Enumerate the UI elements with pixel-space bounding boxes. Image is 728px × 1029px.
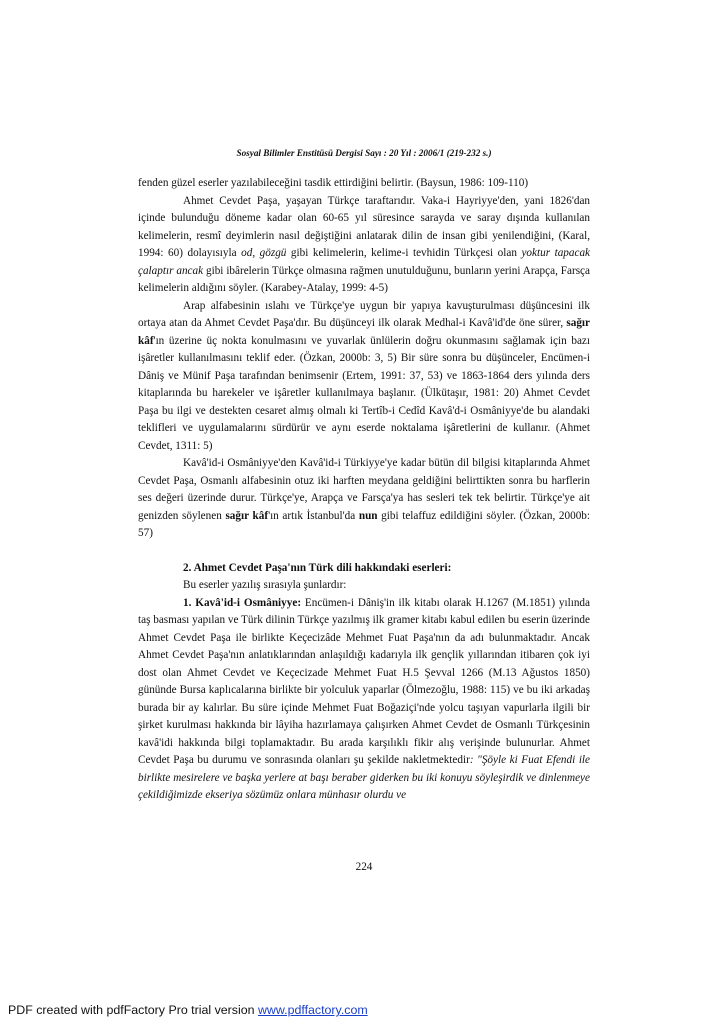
bold-term-sagir-kaf: sağır kâf [138, 317, 590, 347]
paragraph-arap-alfabesi [138, 298, 590, 456]
text-segment: gibi kelimelerin, kelime-i tevhidin Türkçesi olan [286, 247, 522, 259]
bold-term-sagir-kaf: sağır kâf [225, 509, 269, 522]
text-segment: Encümen-i Dâniş'in ilk kitabı olarak H.1267 (M.1851) yılında taş basması yapılan ve Türk dilinin Türkçe yazılmış ilk gramer kitabı kabul edilen bu eserin üzerinde Ahmet Cevdet Paşa ile birlikte Keçecizâde Mehmet Fuat Paşa'nın da adı bulunmaktadır. Ancak Ahmet Cevdet Paşa'nın anlatıklarından anlaşıldığı kadarıyla ilk gençlik yıllarından itibaren çok iyi dost olan Ahmet Cevdet ve Keçecizade Mehmet Fuat H.5 Şevval 1266 (M.13 Ağustos 1850) gününde Bursa kaplıcalarına birlikte bir yolculuk yaparlar (Ölmezoğlu, 1988: 115) ve bu iki arkadaş burada bir ay kalırlar. Bu süre içinde Mehmet Fuat Boğaziçi'nde yolcu taşıyan vapurlarla ilgili bir şirket kurulması hakkında bir lâyiha hazırlamaya çalışırken Ahmet Cevdet de Osmanlı Türkçesinin kavâ'idi hakkında bilgi toplamaktadır. Bu arada karşılıklı fikir alış verişinde bulunurlar. Ahmet Cevdet Paşa bu durumu ve sonrasında olanları şu şekilde nakletmektedir [138, 596, 590, 766]
body-text [138, 175, 590, 805]
italic-quote: : "Şöyle ki Fuat Efendi ile birlikte mesirelere ve başka yerlere at başı beraber giderken bu iki konuyu söyleşirdik ve dinlenmeye çekildiğimizde ekseriya sözümüz onlara münhasır olurdu ve [138, 754, 590, 801]
section-gap [138, 543, 590, 560]
footer-link[interactable]: www.pdffactory.com [257, 1003, 368, 1017]
paragraph-kavaid-i-osmaniyye-work [138, 595, 590, 805]
paragraph-continuation: fenden güzel eserler yazılabileceğini tasdik ettirdiğini belirtir. (Baysun, 1986: 109-110) [138, 177, 529, 189]
text-segment: Arap alfabesinin ıslahı ve Türkçe'ye uygun bir yapıya kavuşturulması düşüncesini ilk ortaya atan da Ahmet Cevdet Paşa'dır. Bu düşünceyi ilk olarak Medhal-i Kavâ'id'de öne sürer, [138, 299, 590, 329]
page-number: 224 [355, 861, 373, 873]
pdf-footer [8, 1003, 368, 1017]
text-segment: 'ın artık İstanbul'da [268, 509, 359, 522]
italic-term-od-gozgu: od, gözgü [241, 247, 287, 259]
paragraph-kavaid-i-osmaniyye [138, 455, 590, 543]
section-heading: 2. Ahmet Cevdet Paşa'nın Türk dili hakkındaki eserleri: [183, 561, 452, 574]
text-segment: 'ın üzerine üç nokta konulmasını ve yuvarlak ünlülerin doğru okunmasını sağlamak için bazı işâretler kullanılmasını teklif eder. (Özkan, 2000b: 3, 5) Bir süre sonra bu düşünceler, Encümen-i Dâniş ve Münif Paşa tarafından benimsenir (Ertem, 1991: 37, 53) ve 1863-1864 ders yılında ders kitaplarında bu harekeler ve işâretler kullanılmaya başlanır. (Ülkütaşır, 1981: 20) Ahmet Cevdet Paşa bu ilgi ve destekten cesaret almış olmalı ki Tertîb-i Cedîd Kavâ'd-i Osmâniyye'de bu alandaki teklifleri ve uygulamalarını sürdürür ve aynı eserde noktalama işâretlerini de kullanır. (Ahmet Cevdet, 1311: 5) [138, 334, 590, 452]
text-segment: gibi telaffuz edildiğini söyler. (Özkan, 2000b: 57) [138, 509, 590, 539]
footer-text: PDF created with pdfFactory Pro trial version [8, 1003, 258, 1017]
paragraph-list-intro: Bu eserler yazılış sırasıyla şunlardır: [183, 579, 347, 591]
text-segment: Ahmet Cevdet Paşa, yaşayan Türkçe taraftarıdır. Vaka-i Hayriyye'den, yani 1826'dan içinde bulunduğu döneme kadar olan 60-65 yıl süresince sarayda ve saray dışında kullanılan kelimelerin, resmî deyimlerin nasıl değiştiğini anlatarak dilin de insan gibi yenilendiğini, (Karal, 1994: 60) dolayısıyla [138, 194, 590, 259]
work-title: 1. Kavâ'id-i Osmâniyye: [183, 596, 302, 609]
journal-header: Sosyal Bilimler Enstitüsü Dergisi Sayı : 20 Yıl : 2006/1 (219-232 s.) [236, 148, 492, 158]
paragraph-cevdet-pasa [138, 193, 590, 298]
text-segment: gibi ibârelerin Türkçe olmasına rağmen unutulduğunu, bunların yerini Arapça, Farsça kelimelerin aldığını söyler. (Karabey-Atalay, 1999: 4-5) [138, 264, 590, 294]
text-segment: Kavâ'id-i Osmâniyye'den Kavâ'id-i Türkiyye'ye kadar bütün dil bilgisi kitaplarında Ahmet Cevdet Paşa, Osmanlı alfabesinin otuz iki harften meydana geldiğini belirttikten sonra bu harflerin ses değeri üzerinde durur. Türkçe'ye, Arapça ve Farsça'ya has sesleri tek tek belirtir. Türkçe'ye ait genizden söylenen [138, 457, 590, 522]
bold-term-nun: nun [358, 509, 378, 522]
italic-term-kelime-i-tevhid: yoktur tapacak çalaptır ancak [138, 247, 591, 277]
